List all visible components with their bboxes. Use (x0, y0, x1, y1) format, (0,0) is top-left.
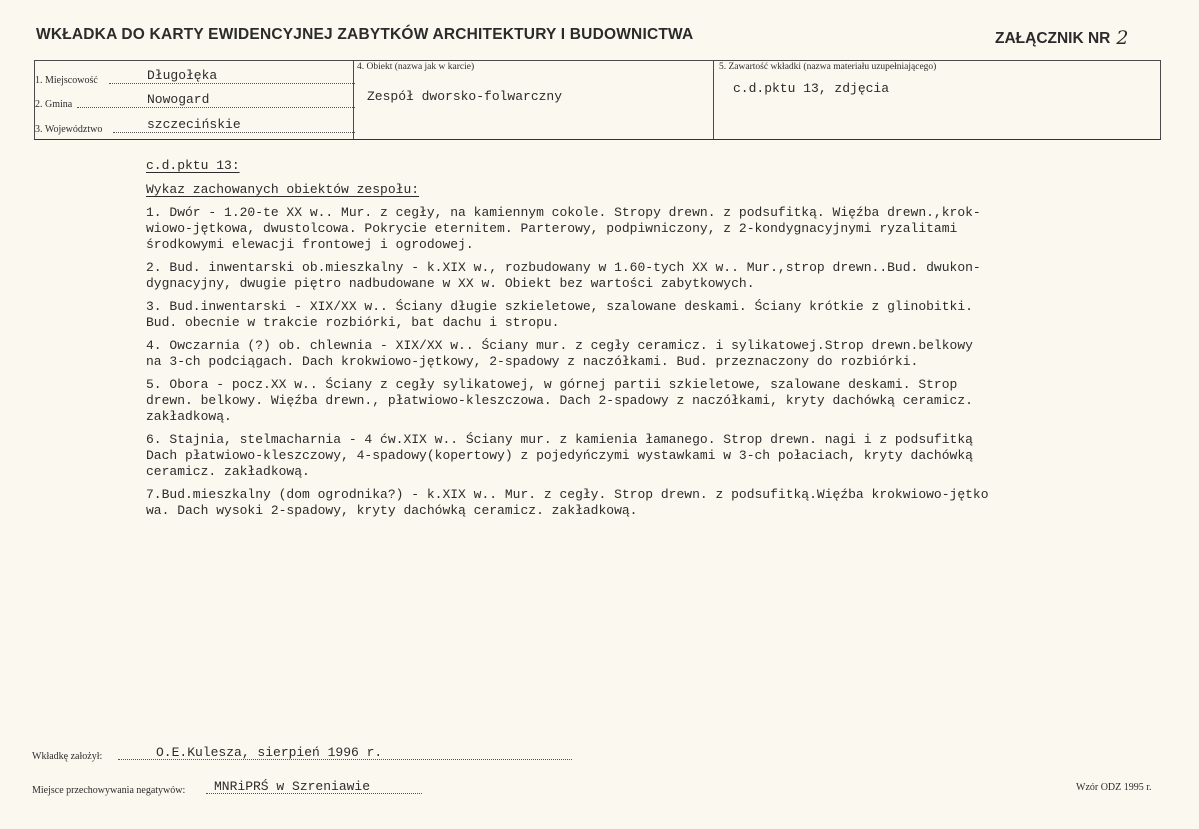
content-box-value: c.d.pktu 13, zdjęcia (733, 81, 890, 96)
list-item-line: ceramicz. zakładkową. (146, 464, 310, 479)
footer-negatives-row (32, 778, 422, 796)
annex-label-text: ZAŁĄCZNIK NR (995, 30, 1111, 47)
author-value: O.E.Kulesza, sierpień 1996 r. (156, 745, 383, 760)
list-item (146, 260, 1106, 292)
gmina-value: Nowogard (147, 92, 210, 107)
list-item-line: dygnacyjny, dwugie piętro nadbudowane w XX w. Obiekt bez wartości zabytkowych. (146, 276, 755, 291)
list-item-line: wa. Dach wysoki 2-spadowy, kryty dachówką ceramicz. zakładkową. (146, 503, 638, 518)
location-box (34, 60, 1161, 140)
negatives-value: MNRiPRŚ w Szreniawie (214, 779, 371, 794)
gmina-label: 2. Gmina (35, 99, 73, 110)
list-item-line: 5. Obora - pocz.XX w.. Ściany z cegły sylikatowej, w górnej partii szkieletowe, szalowane deskami. Strop (146, 377, 958, 392)
list-item-line: środkowymi elewacji frontowej i ogrodowej. (146, 237, 474, 252)
section-heading: c.d.pktu 13: (146, 158, 240, 173)
miejscowosc-label: 1. Miejscowość (35, 75, 98, 86)
content-box-label: 5. Zawartość wkładki (nazwa materiału uzupełniającego) (719, 62, 937, 72)
list-item-line: zakładkową. (146, 409, 232, 424)
list-item-line: Dach płatwiowo-kleszczowy, 4-spadowy(kopertowy) z pojedyńczymi wystawkami w 3-ch połaciach, kryty dachówką (146, 448, 973, 463)
negatives-label: Miejsce przechowywania negatywów: (32, 785, 186, 796)
list-item (146, 487, 1106, 519)
dotted-line (113, 132, 355, 133)
column-divider (713, 61, 714, 139)
list-item (146, 377, 1106, 425)
dotted-line (77, 107, 355, 108)
author-label: Wkładkę założył: (32, 751, 103, 762)
field-gmina (35, 91, 355, 111)
footer-author-row (32, 744, 572, 762)
list-item (146, 338, 1106, 370)
object-box-value: Zespół dworsko-folwarczny (367, 89, 563, 104)
list-item-line: 4. Owczarnia (?) ob. chlewnia - XIX/XX w.. Ściany mur. z cegły ceramicz. i sylikatowej.Strop drewn.belkowy (146, 338, 973, 353)
list-item (146, 205, 1106, 253)
wojewodztwo-value: szczecińskie (147, 117, 241, 132)
field-wojewodztwo (35, 116, 355, 136)
list-item-line: wiowo-jętkowa, dwustolcowa. Pokrycie eternitem. Parterowy, podpiwniczony, z 2-kondygnacyjnymi ryzalitami (146, 221, 958, 236)
list-item-line: 2. Bud. inwentarski ob.mieszkalny - k.XIX w., rozbudowany w 1.60-tych XX w.. Mur.,strop drewn..Bud. dwukon- (146, 260, 981, 275)
document-body (146, 158, 1106, 519)
object-list (146, 205, 1106, 519)
annex-label (995, 26, 1128, 48)
form-title: WKŁADKA DO KARTY EWIDENCYJNEJ ZABYTKÓW ARCHITEKTURY I BUDOWNICTWA (36, 26, 694, 43)
field-miejscowosc (35, 67, 355, 87)
list-item-line: 3. Bud.inwentarski - XIX/XX w.. Ściany długie szkieletowe, szalowane deskami. Ściany krótkie z glinobitki. (146, 299, 973, 314)
annex-number: 2 (1116, 27, 1129, 49)
object-box-label: 4. Obiekt (nazwa jak w karcie) (357, 62, 475, 72)
list-item-line: Bud. obecnie w trakcie rozbiórki, bat dachu i stropu. (146, 315, 560, 330)
list-heading: Wykaz zachowanych obiektów zespołu: (146, 182, 420, 197)
form-version: Wzór ODZ 1995 r. (1076, 782, 1152, 793)
list-item-line: 6. Stajnia, stelmacharnia - 4 ćw.XIX w.. Ściany mur. z kamienia łamanego. Strop drewn. nagi i z podsufitką (146, 432, 973, 447)
list-item-line: drewn. belkowy. Więźba drewn., płatwiowo-kleszczowa. Dach 2-spadowy z naczółkami, kryty dachówką ceramicz. (146, 393, 973, 408)
list-item-line: na 3-ch podciągach. Dach krokwiowo-jętkowy, 2-spadowy z naczółkami. Bud. przeznaczony do rozbiórki. (146, 354, 919, 369)
miejscowosc-value: Długołęka (147, 68, 218, 83)
wojewodztwo-label: 3. Województwo (35, 124, 103, 135)
list-item-line: 1. Dwór - 1.20-te XX w.. Mur. z cegły, na kamiennym cokole. Stropy drewn. z podsufitką. Więźba drewn.,krok- (146, 205, 981, 220)
dotted-line (109, 83, 355, 84)
list-item-line: 7.Bud.mieszkalny (dom ogrodnika?) - k.XIX w.. Mur. z cegły. Strop drewn. z podsufitką.Więźba krokwiowo-jętko (146, 487, 989, 502)
list-item (146, 432, 1106, 480)
list-item (146, 299, 1106, 331)
